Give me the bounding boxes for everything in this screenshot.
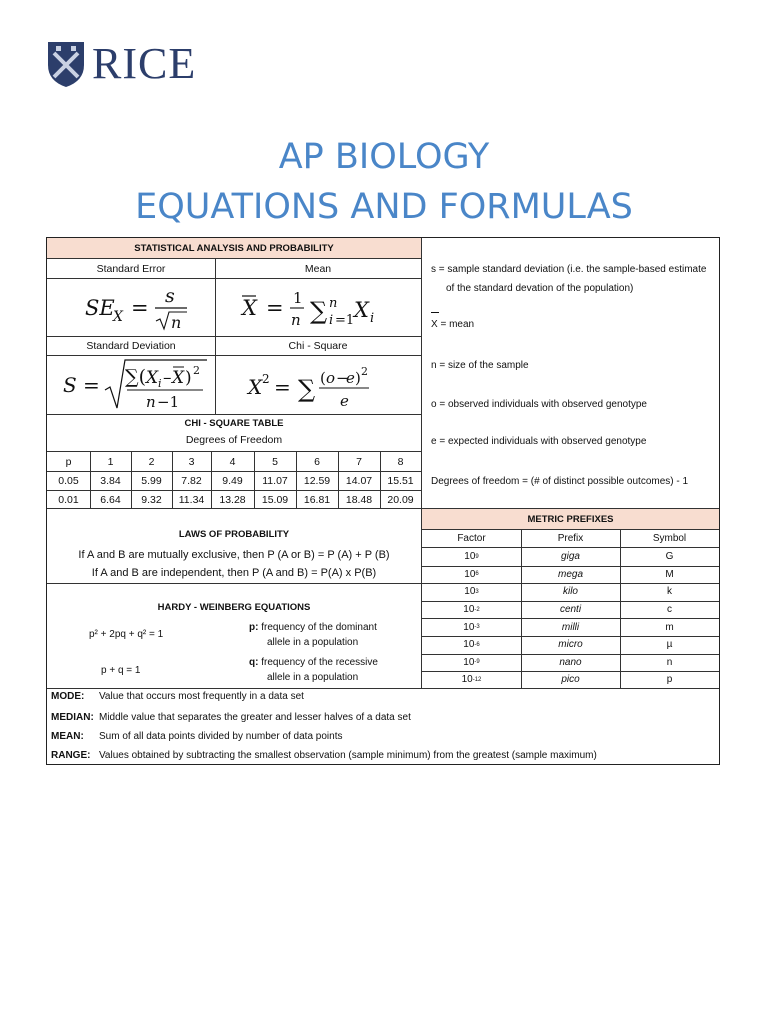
metric-factor <box>422 548 521 566</box>
chi-table-subtitle: Degrees of Freedom <box>185 433 283 446</box>
standard-deviation-formula <box>47 356 215 414</box>
def-s-line1: s = sample standard deviation (i.e. the sample-based estimate <box>431 264 707 275</box>
glossary-text-mean: Sum of all data points divided by number of data points <box>99 731 343 742</box>
metric-prefix: giga <box>561 551 580 563</box>
chi-header-cell: 4 <box>229 455 236 468</box>
svg-text:=: = <box>83 373 100 397</box>
chi-header-cell: 5 <box>272 455 278 468</box>
chi-cell: 15.51 <box>387 475 414 487</box>
metric-factor-exponent: -6 <box>474 641 480 648</box>
chi-cell: 11.34 <box>178 493 205 506</box>
chi-cell: 3.84 <box>100 475 121 487</box>
chi-header-cell: 8 <box>397 455 404 468</box>
metric-prefix: pico <box>561 674 580 686</box>
metric-header-factor: Factor <box>457 533 486 544</box>
chi-cell: 11.07 <box>262 475 288 487</box>
metric-factor <box>422 671 521 689</box>
svg-text:): ) <box>355 369 361 387</box>
sd-label: Standard Deviation <box>86 340 176 352</box>
svg-text:X: X <box>113 309 123 325</box>
svg-text:s: s <box>165 285 175 307</box>
svg-text:−: − <box>336 369 349 387</box>
metric-factor-base: 10 <box>463 604 475 616</box>
chi-table-title: CHI - SQUARE TABLE <box>184 417 284 429</box>
svg-text:=1: =1 <box>335 313 355 328</box>
metric-factor-exponent: 9 <box>475 553 479 560</box>
metric-title: METRIC PREFIXES <box>422 509 719 529</box>
se-label: Standard Error <box>96 262 166 275</box>
xbar-overline <box>431 312 439 313</box>
metric-factor <box>422 583 521 601</box>
chi-cell: 12.59 <box>303 475 331 487</box>
hardy-q-line1: frequency of the recessive <box>261 657 378 668</box>
metric-factor-exponent: -2 <box>474 606 480 613</box>
metric-factor <box>422 618 521 636</box>
metric-symbol: µ <box>666 639 673 651</box>
probability-rule1: If A and B are mutually exclusive, then P (A or B) = P (A) + P (B) <box>78 549 390 561</box>
probability-rule2: If A and B are independent, then P (A and B) = P(A) x P(B) <box>91 567 377 579</box>
svg-text:=: = <box>131 296 149 320</box>
hardy-p-term: p: <box>249 622 259 633</box>
metric-factor-base: 10 <box>463 656 475 668</box>
def-e: e = expected individuals with observed genotype <box>431 436 647 447</box>
svg-text:2: 2 <box>361 365 368 378</box>
metric-prefix: milli <box>561 621 580 633</box>
svg-text:X: X <box>354 298 369 322</box>
chi-cell: 15.09 <box>261 493 289 506</box>
metric-factor-base: 10 <box>464 551 476 563</box>
glossary-term-mean: MEAN: <box>51 731 84 742</box>
hardy-eq1: p² + 2pq + q² = 1 <box>89 629 164 640</box>
chi-cell: 14.07 <box>345 475 373 487</box>
chi-header-cell: 3 <box>188 455 195 468</box>
metric-factor-exponent: -9 <box>474 659 480 666</box>
chi-label: Chi - Square <box>288 340 348 352</box>
svg-text:X: X <box>248 375 263 399</box>
metric-factor <box>422 566 521 584</box>
svg-text:S: S <box>63 373 77 397</box>
def-o: o = observed individuals with observed genotype <box>431 399 647 410</box>
metric-factor <box>422 636 521 654</box>
chi-cell: 20.09 <box>387 493 414 506</box>
svg-text:∑: ∑ <box>298 375 316 403</box>
stats-header: STATISTICAL ANALYSIS AND PROBABILITY <box>47 238 421 258</box>
mean-formula <box>216 279 421 336</box>
metric-factor <box>422 601 521 619</box>
metric-symbol: M <box>665 568 674 580</box>
svg-text:n: n <box>329 296 338 311</box>
metric-symbol: p <box>666 674 673 686</box>
metric-factor <box>422 654 521 672</box>
hardy-title: HARDY - WEINBERG EQUATIONS <box>157 601 311 613</box>
rice-shield-icon <box>46 39 86 89</box>
glossary-text-mode: Value that occurs most frequently in a data set <box>99 691 304 702</box>
rice-wordmark: RICE <box>92 39 197 88</box>
chi-cell: 0.05 <box>58 475 79 487</box>
chi-header-cell: 7 <box>356 455 362 468</box>
chi-cell: 6.64 <box>100 493 121 506</box>
def-xbar: X = mean <box>431 319 475 330</box>
chi-header-cell: p <box>65 455 72 468</box>
metric-prefix: nano <box>559 656 582 668</box>
metric-factor-exponent: 6 <box>475 571 479 578</box>
chi-cell: 7.82 <box>181 475 202 487</box>
svg-text:n: n <box>291 311 301 329</box>
svg-text:2: 2 <box>193 364 200 377</box>
svg-text:2: 2 <box>262 372 270 386</box>
probability-title: LAWS OF PROBABILITY <box>178 528 290 540</box>
chi-cell: 16.81 <box>303 493 331 506</box>
metric-prefix: kilo <box>562 586 578 598</box>
svg-text:i: i <box>370 311 375 326</box>
svg-text:∑(: ∑( <box>125 366 146 388</box>
metric-factor-base: 10 <box>463 621 475 633</box>
metric-factor-exponent: -12 <box>472 676 482 683</box>
chi-cell: 13.28 <box>219 493 246 506</box>
glossary-term-range: RANGE: <box>51 750 91 761</box>
metric-factor-base: 10 <box>464 568 476 580</box>
metric-symbol: c <box>667 604 672 616</box>
svg-text:e: e <box>346 369 355 387</box>
hardy-p-line2: allele in a population <box>267 637 359 648</box>
svg-text:=: = <box>266 296 284 320</box>
chi-cell: 18.48 <box>345 493 373 506</box>
chi-cell: 5.99 <box>141 475 162 487</box>
chi-cell: 0.01 <box>58 493 79 506</box>
svg-text:−1: −1 <box>157 393 180 411</box>
svg-text:o: o <box>326 369 336 387</box>
hardy-q-term: q: <box>249 657 259 668</box>
mean-label: Mean <box>304 262 332 275</box>
metric-prefix: micro <box>558 639 583 651</box>
hardy-p-line1: frequency of the dominant <box>261 622 377 633</box>
metric-header-symbol: Symbol <box>652 533 687 544</box>
page-title-line2: EQUATIONS AND FORMULAS <box>135 187 633 227</box>
metric-symbol: n <box>666 656 673 668</box>
metric-factor-base: 10 <box>461 674 473 686</box>
hardy-eq2: p + q = 1 <box>101 665 141 676</box>
svg-text:n: n <box>146 393 156 411</box>
metric-factor-exponent: -3 <box>474 624 480 631</box>
svg-text:n: n <box>171 313 182 332</box>
page-title-line1: AP BIOLOGY <box>278 137 490 177</box>
svg-text:X: X <box>146 368 159 388</box>
metric-prefix: centi <box>559 604 582 616</box>
svg-text:=: = <box>274 375 291 399</box>
glossary-term-mode: MODE: <box>51 691 85 702</box>
def-n: n = size of the sample <box>431 360 529 371</box>
chi-cell: 9.32 <box>141 493 162 506</box>
svg-text:X: X <box>172 368 185 388</box>
chi-header-cell: 6 <box>314 455 320 468</box>
svg-text:i: i <box>329 313 334 328</box>
chi-cell: 9.49 <box>222 475 243 487</box>
metric-symbol: m <box>665 621 674 633</box>
chi-square-formula <box>216 356 421 414</box>
def-s-line2: of the standard devation of the population) <box>446 283 634 294</box>
svg-text:X: X <box>242 296 257 320</box>
svg-text:1: 1 <box>293 289 303 307</box>
formula-sheet <box>46 237 720 765</box>
metric-symbol: k <box>667 586 672 598</box>
hardy-q-line2: allele in a population <box>267 672 359 683</box>
glossary-text-range: Values obtained by subtracting the smallest observation (sample minimum) from the greatest (sample maximum) <box>99 750 597 761</box>
svg-text:SE: SE <box>85 296 115 320</box>
chi-header-cell: 1 <box>107 455 114 468</box>
svg-text:∑: ∑ <box>310 297 328 325</box>
svg-text:e: e <box>340 392 349 410</box>
standard-error-formula <box>47 279 215 336</box>
svg-text:–: – <box>163 368 172 388</box>
metric-factor-exponent: 3 <box>475 588 479 595</box>
metric-factor-base: 10 <box>463 639 475 651</box>
def-dof: Degrees of freedom = (# of distinct possible outcomes) - 1 <box>431 476 689 487</box>
svg-text:(: ( <box>320 369 326 387</box>
metric-symbol: G <box>665 551 674 563</box>
svg-text:i: i <box>158 377 162 390</box>
metric-header-prefix: Prefix <box>557 533 584 544</box>
rice-logo <box>46 38 196 90</box>
metric-factor-base: 10 <box>464 586 476 598</box>
chi-header-cell: 2 <box>148 455 155 468</box>
glossary-term-median: MEDIAN: <box>51 712 94 723</box>
metric-prefix: mega <box>557 568 583 580</box>
svg-text:): ) <box>185 368 192 388</box>
glossary-text-median: Middle value that separates the greater and lesser halves of a data set <box>99 712 411 723</box>
